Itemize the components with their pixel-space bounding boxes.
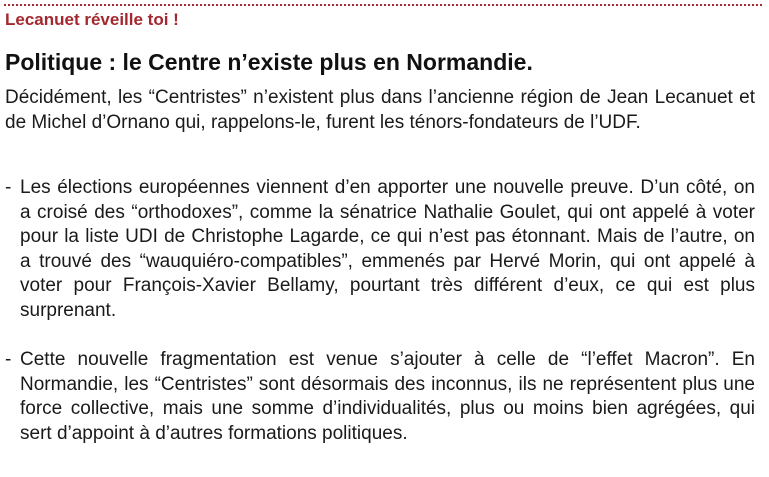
- intro-paragraph: Décidément, les “Centristes” n’existent plus dans l’ancienne région de Jean Lecanuet et de Michel d’Ornano qui, rappelons-le, furent les ténors-fondateurs de l’UDF.: [5, 87, 755, 133]
- bullet-item-fragmentation: [5, 348, 755, 446]
- bullet-text: Les élections européennes viennent d’en apporter une nouvelle preuve. D’un côté, on a croisé des “orthodoxes”, comme la sénatrice Nathalie Goulet, qui ont appelé à voter pour la liste UDI de Christophe Lagarde, ce qui n’est pas étonnant. Mais de l’autre, on a trouvé des “wauquiéro-compatibles”, emmenés par Hervé Morin, qui ont appelé à voter pour François-Xavier Bellamy, pourtant très différent d’eux, ce qui est plus surprenant.: [20, 177, 755, 321]
- article-headline: Politique : le Centre n’existe plus en Normandie.: [5, 49, 533, 75]
- bullet-dash: -: [5, 349, 12, 370]
- section-kicker: Lecanuet réveille toi !: [5, 10, 179, 29]
- bullet-dash: -: [5, 177, 12, 198]
- bullet-item-elections: [5, 176, 755, 323]
- bullet-text: Cette nouvelle fragmentation est venue s’ajouter à celle de “l’effet Macron”. En Normandie, les “Centristes” sont désormais des inconnus, ils ne représentent plus une force collective, mais une somme d’individualités, plus ou moins bien agrégées, qui sert d’appoint à d’autres formations politiques.: [20, 349, 755, 444]
- dotted-divider: [4, 4, 762, 6]
